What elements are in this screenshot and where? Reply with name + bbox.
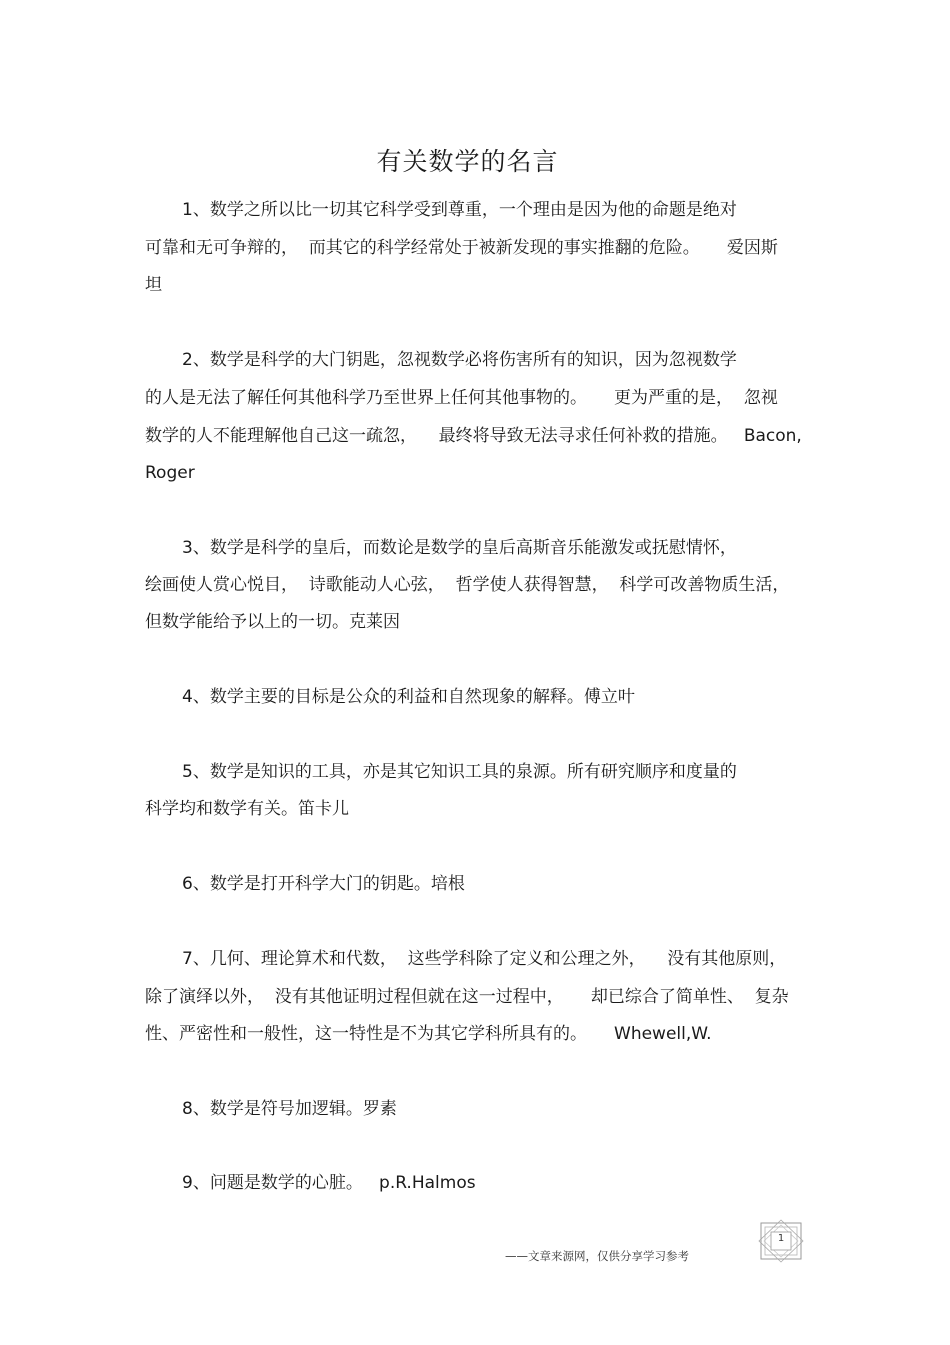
quote-7-line-2: 除了演绎以外， 没有其他证明过程但就在这一过程中， 却已综合了简单性、 复杂 [145,987,789,1007]
page-number: 1 [777,1233,785,1244]
quote-1-line-3: 坦 [145,275,162,295]
quote-7-line-3: 性、严密性和一般性，这一特性是不为其它学科所具有的。 Whewell,W. [145,1024,712,1044]
quote-2-line-4: Roger [145,463,195,483]
quote-6-line-1: 6、数学是打开科学大门的钥匙。培根 [182,874,465,894]
quote-3-line-3: 但数学能给予以上的一切。克莱因 [145,612,400,632]
quote-7-line-1: 7、几何、理论算术和代数， 这些学科除了定义和公理之外， 没有其他原则， [182,949,787,969]
page-number-badge [757,1219,805,1263]
quote-9-line-1: 9、问题是数学的心脏。 p.R.Halmos [182,1173,476,1193]
quote-2-line-1: 2、数学是科学的大门钥匙，忽视数学必将伤害所有的知识，因为忽视数学 [182,350,737,370]
quote-2-line-2: 的人是无法了解任何其他科学乃至世界上任何其他事物的。 更为严重的是， 忽视 [145,388,778,408]
quote-4-line-1: 4、数学主要的目标是公众的利益和自然现象的解释。傅立叶 [182,687,635,707]
quote-5-line-2: 科学均和数学有关。笛卡儿 [145,799,349,819]
page-title: 有关数学的名言 [376,147,559,176]
quote-8-line-1: 8、数学是符号加逻辑。罗素 [182,1099,397,1119]
quote-3-line-2: 绘画使人赏心悦目， 诗歌能动人心弦， 哲学使人获得智慧， 科学可改善物质生活， [145,575,790,595]
quote-1-line-2: 可靠和无可争辩的， 而其它的科学经常处于被新发现的事实推翻的危险。 爱因斯 [145,238,778,258]
quote-3-line-1: 3、数学是科学的皇后，而数论是数学的皇后高斯音乐能激发或抚慰情怀， [182,538,737,558]
footer-source-note: ——文章来源网，仅供分享学习参考 [505,1249,689,1263]
quote-1-line-1: 1、数学之所以比一切其它科学受到尊重，一个理由是因为他的命题是绝对 [182,200,737,220]
quote-2-line-3: 数学的人不能理解他自己这一疏忽， 最终将导致无法寻求任何补救的措施。 Bacon, [145,426,802,446]
quote-5-line-1: 5、数学是知识的工具，亦是其它知识工具的泉源。所有研究顺序和度量的 [182,762,737,782]
